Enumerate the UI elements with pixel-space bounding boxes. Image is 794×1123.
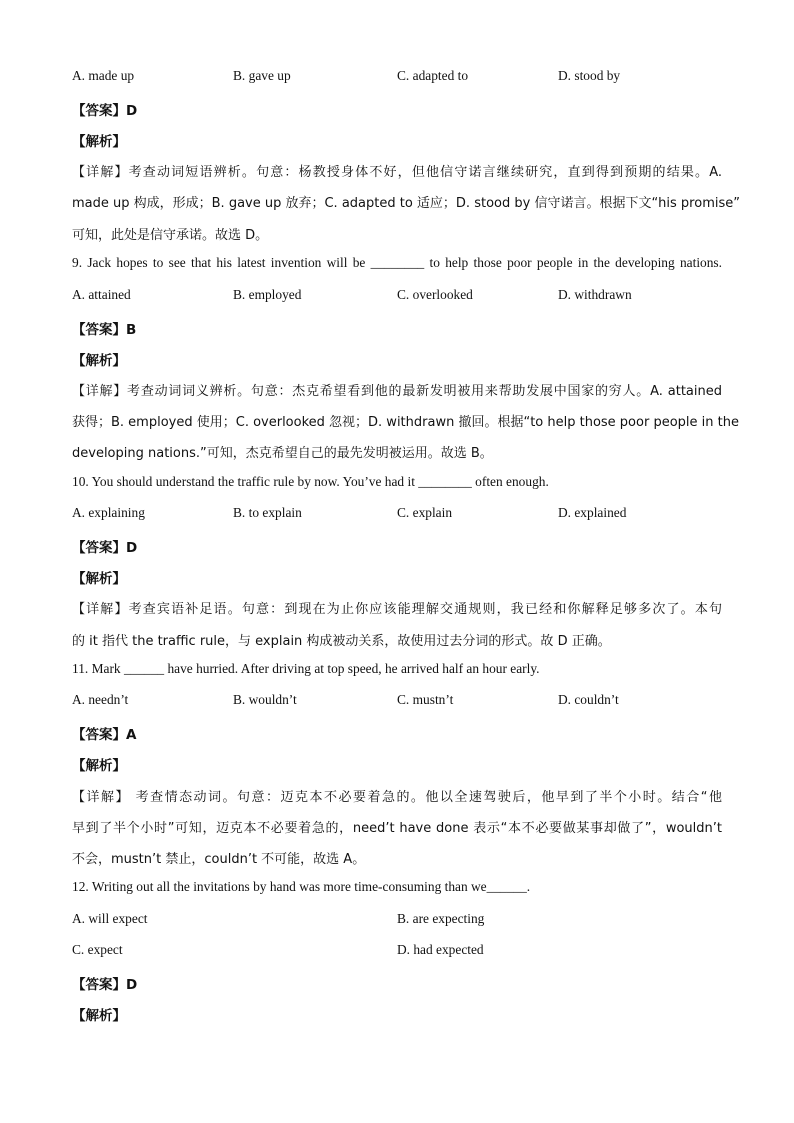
- q9-option-c: C. overlooked: [397, 287, 473, 302]
- q10-question: 10. You should understand the traffic rule by now. You’ve had it ________ often enough.: [72, 474, 549, 489]
- q12-option-a: A. will expect: [72, 911, 148, 926]
- q8-detail-line-2: made up 构成，形成；B. gave up 放弃；C. adapted to 适应；D. stood by 信守诺言。根据下文“his promise”: [72, 196, 740, 211]
- q11-answer: 【答案】A: [72, 727, 137, 743]
- q11-question: 11. Mark ______ have hurried. After driving at top speed, he arrived half an hour early.: [72, 661, 540, 676]
- q8-detail-line-3: 可知，此处是信守承诺。故选 D。: [72, 228, 269, 243]
- q12-option-c: C. expect: [72, 942, 123, 957]
- q9-answer: 【答案】B: [72, 322, 137, 338]
- q11-option-c: C. mustn’t: [397, 692, 454, 707]
- q10-answer: 【答案】D: [72, 540, 138, 556]
- q11-detail-line-2: 早到了半个小时”可知，迈克本不必要着急的，need’t have done 表示“本不必要做某事却做了”，wouldn’t: [72, 821, 722, 836]
- q10-detail-line-2: 的 it 指代 the traffic rule，与 explain 构成被动关系，故使用过去分词的形式。故 D 正确。: [72, 634, 611, 649]
- q8-option-d: D. stood by: [558, 68, 621, 83]
- q10-detail-line-1: 【详解】考查宾语补足语。句意：到现在为止你应该能理解交通规则，我已经和你解释足够多次了。本句: [72, 602, 722, 617]
- q12-option-d: D. had expected: [397, 942, 484, 957]
- q10-option-c: C. explain: [397, 505, 453, 520]
- q9-detail-line-3: developing nations.”可知，杰克希望自己的最先发明被运用。故选 B。: [72, 446, 493, 461]
- q11-detail-line-3: 不会，mustn’t 禁止，couldn’t 不可能，故选 A。: [72, 852, 366, 867]
- q8-option-c: C. adapted to: [397, 68, 469, 83]
- q11-option-b: B. wouldn’t: [233, 692, 297, 707]
- q12-option-b: B. are expecting: [397, 911, 485, 926]
- q9-detail-line-2: 获得；B. employed 使用；C. overlooked 忽视；D. withdrawn 撤回。根据“to help those poor people in the: [72, 415, 739, 430]
- q10-analysis-heading: 【解析】: [72, 571, 126, 587]
- q9-option-b: B. employed: [233, 287, 302, 302]
- q12-answer: 【答案】D: [72, 977, 138, 993]
- q9-detail-line-1: 【详解】考查动词词义辨析。句意：杰克希望看到他的最新发明被用来帮助发展中国家的穷人。A. attained: [72, 384, 722, 399]
- q9-question: 9. Jack hopes to see that his latest invention will be ________ to help those poor people in the developing nations.: [72, 255, 722, 270]
- q12-analysis-heading: 【解析】: [72, 1008, 126, 1024]
- q11-analysis-heading: 【解析】: [72, 758, 126, 774]
- q11-option-a: A. needn’t: [72, 692, 129, 707]
- q9-analysis-heading: 【解析】: [72, 353, 126, 369]
- q8-analysis-heading: 【解析】: [72, 134, 126, 150]
- q8-option-b: B. gave up: [233, 68, 291, 83]
- q10-option-b: B. to explain: [233, 505, 302, 520]
- q9-option-d: D. withdrawn: [558, 287, 632, 302]
- q11-option-d: D. couldn’t: [558, 692, 619, 707]
- q11-detail-line-1: 【详解】 考查情态动词。句意：迈克本不必要着急的。他以全速驾驶后，他早到了半个小时。结合“他: [72, 790, 722, 805]
- q8-option-a: A. made up: [72, 68, 135, 83]
- q9-option-a: A. attained: [72, 287, 131, 302]
- q8-detail-line-1: 【详解】考查动词短语辨析。句意：杨教授身体不好，但他信守诺言继续研究，直到得到预期的结果。A.: [72, 165, 722, 180]
- q12-question: 12. Writing out all the invitations by hand was more time-consuming than we______.: [72, 879, 531, 894]
- q8-answer: 【答案】D: [72, 103, 138, 119]
- q10-option-a: A. explaining: [72, 505, 145, 520]
- q10-option-d: D. explained: [558, 505, 627, 520]
